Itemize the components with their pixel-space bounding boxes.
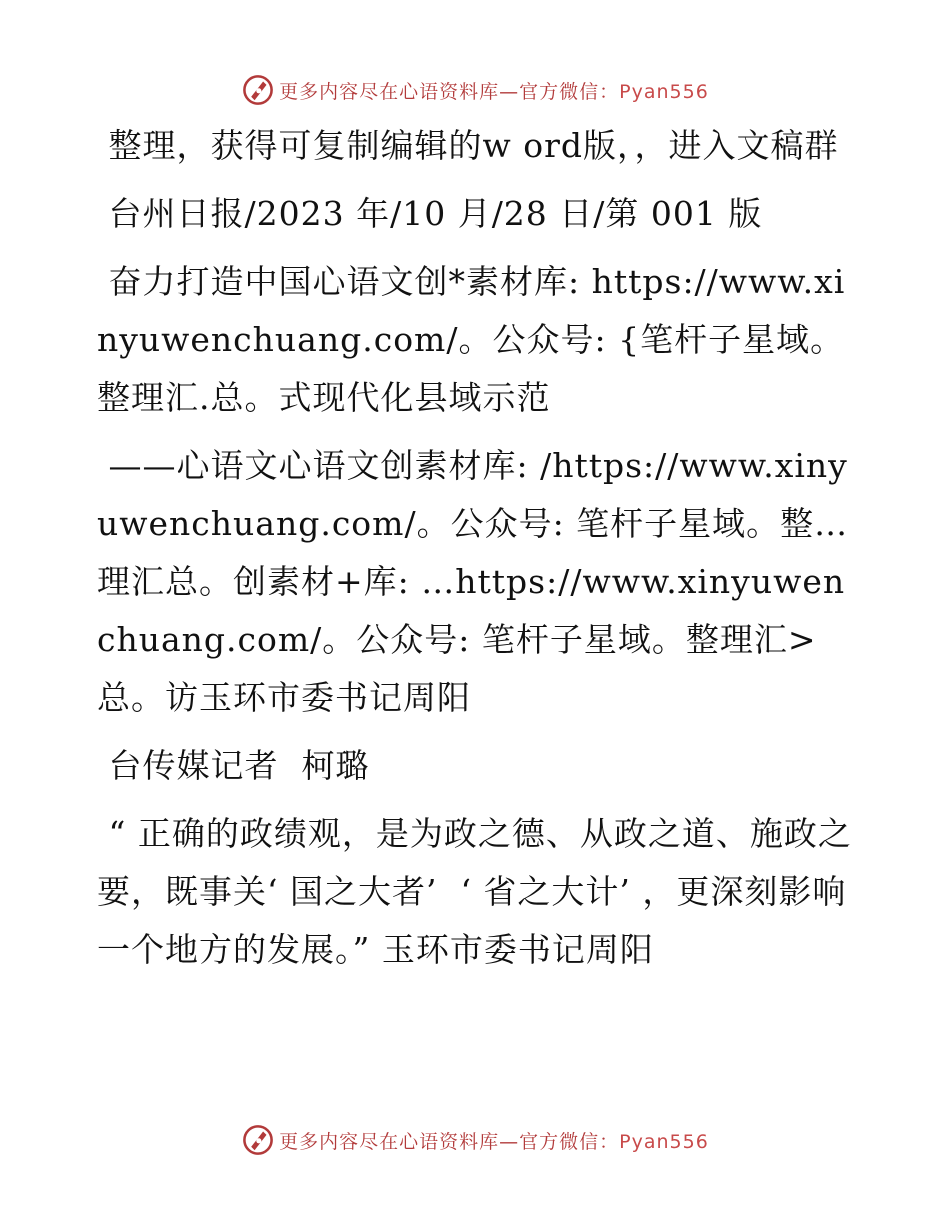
- footer-banner: [0, 1120, 950, 1160]
- header-banner-text: 更多内容尽在心语资料库—官方微信：Pyan556: [279, 80, 709, 103]
- paragraph-byline: 台传媒记者 柯璐: [97, 746, 370, 785]
- footer-banner-text: 更多内容尽在心语资料库—官方微信：Pyan556: [279, 1130, 709, 1153]
- paragraph-title: 奋力打造中国心语文创*素材库: https://www.xinyuwenchuang.com/。公众号: {笔杆子星域。整理汇.总。式现代化县域示范: [97, 262, 846, 417]
- paragraph-intro: 整理，获得可复制编辑的w ord版，，进入文稿群: [97, 126, 839, 165]
- header-banner: [0, 70, 950, 110]
- paragraph-quote: “ 正确的政绩观，是为政之德、从政之道、施政之要，既事关‘ 国之大者’ ‘ 省之大计’ ，更深刻影响一个地方的发展。” 玉环市委书记周阳: [97, 814, 852, 969]
- pen-logo-icon: [241, 73, 275, 107]
- pen-logo-icon: [241, 1123, 275, 1157]
- paragraph-source: 台州日报/2023 年/10 月/28 日/第 001 版: [97, 194, 763, 233]
- document-body: [97, 117, 857, 979]
- paragraph-subtitle: ——心语文心语文创素材库: /https://www.xinyuwenchuang.com/。公众号: 笔杆子星域。整…理汇总。创素材+库: …https://www.xinyuwenchuang.com/。公众号: 笔杆子星域。整理汇>总。访玉环市委书记周阳: [97, 446, 849, 717]
